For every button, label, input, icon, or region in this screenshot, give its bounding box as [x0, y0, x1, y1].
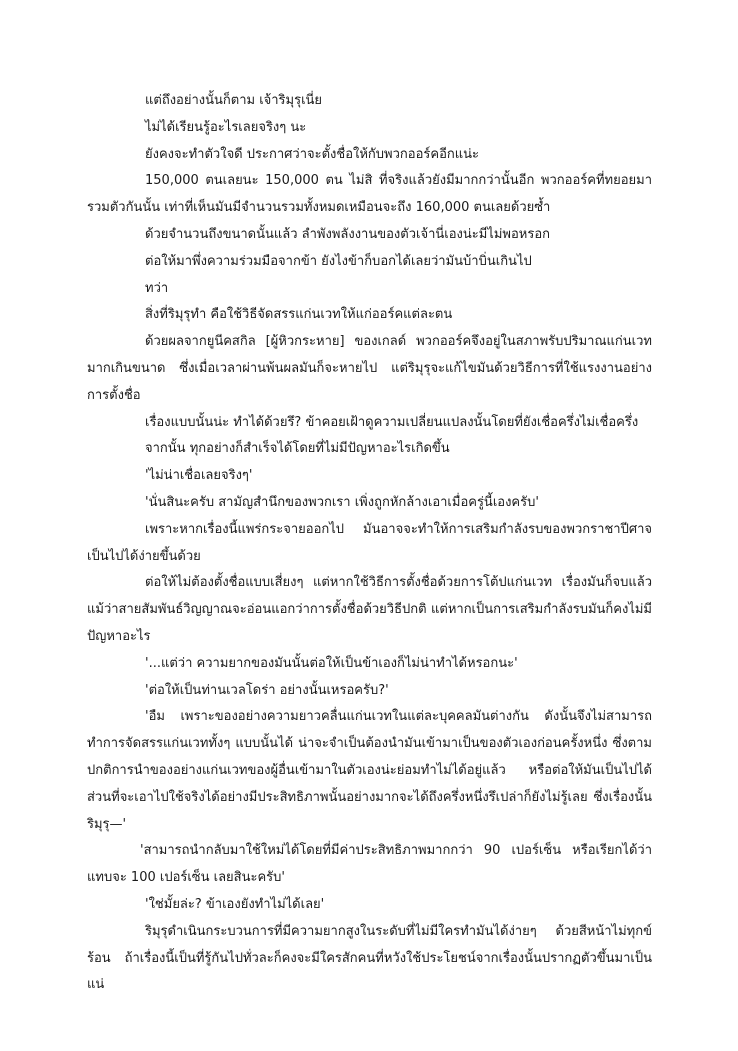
paragraph-2: ไม่ได้เรียนรู้อะไรเลยจริงๆ นะ [145, 119, 307, 135]
paragraph-11: จากนั้น ทุกอย่างก็สำเร็จได้โดยที่ไม่มีปัญหาอะไรเกิดขึ้น [145, 441, 450, 457]
paragraph-18: 'อืม เพราะของอย่างความยาวคลื่นแก่นเวทในแต่ละบุคคลมันต่างกัน ดังนั้นจึงไม่สามารถทำการจัดสรรแก่นเวททั้งๆ แบบนั้นได้ น่าจะจำเป็นต้องนำมันเข้ามาเป็นของตัวเองก่อนครั้งหนึ่ง ซึ่งตามปกติการนำของอย่างแก่นเวทของผู้อื่นเข้ามาในตัวเองน่ะย่อมทำไม่ได้อยู่แล้ว หรือต่อให้มันเป็นไปได้ ส่วนที่จะเอาไปใช้จริงได้อย่างมีประสิทธิภาพนั้นอย่างมากจะได้ถึงครึ่งหนึ่งรึเปล่าก็ยังไม่รู้เลย ซึ่งเรื่องนั้นริมุรุ—' [87, 709, 652, 832]
paragraph-10: เรื่องแบบนั้นน่ะ ทำได้ด้วยรึ? ข้าคอยเฝ้าดูความเปลี่ยนแปลงนั้นโดยที่ยังเชื่อครึ่งไม่เชื่อครึ่ง [145, 414, 639, 430]
paragraph-19: 'สามารถนำกลับมาใช้ใหม่ได้โดยที่มีค่าประสิทธิภาพมากกว่า 90 เปอร์เซ็น หรือเรียกได้ว่าแทบจะ 100 เปอร์เซ็น เลยสินะครับ' [87, 843, 652, 886]
paragraph-9: ด้วยผลจากยูนีคสกิล [ผู้หิวกระหาย] ของเกลด์ พวกออร์คจึงอยู่ในสภาพรับปริมาณแก่นเวทมากเกินขนาด ซึ่งเมื่อเวลาผ่านพ้นผลมันก็จะหายไป แต่ริมุรุจะแก้ไขมันด้วยวิธีการที่ใช้แรงงานอย่างการตั้งชื่อ [87, 334, 652, 403]
paragraph-16: '...แต่ว่า ความยากของมันนั้นต่อให้เป็นข้าเองก็ไม่น่าทำได้หรอกนะ' [145, 655, 518, 671]
paragraph-12: 'ไม่น่าเชื่อเลยจริงๆ' [145, 468, 253, 484]
paragraph-21: ริมุรุดำเนินกระบวนการที่มีความยากสูงในระดับที่ไม่มีใครทำมันได้ง่ายๆ ด้วยสีหน้าไม่ทุกข์ร้อน ถ้าเรื่องนี้เป็นที่รู้กันไปทั่วละก็คงจะมีใครสักคนที่หวังใช้ประโยชน์จากเรื่องนั้นปรากฏตัวขึ้นมาเป็นแน่ [87, 923, 652, 993]
paragraph-14: เพราะหากเรื่องนี้แพร่กระจายออกไป มันอาจจะทำให้การเสริมกำลังรบของพวกราชาปีศาจเป็นไปได้ง่ายขึ้นด้วย [87, 521, 652, 564]
paragraph-3: ยังคงจะทำตัวใจดี ประกาศว่าจะตั้งชื่อให้กับพวกออร์คอีกแน่ะ [145, 146, 480, 162]
body-text [87, 88, 652, 999]
paragraph-13: 'นั่นสินะครับ สามัญสำนึกของพวกเรา เพิ่งถูกหักล้างเอาเมื่อครู่นี้เองครับ' [145, 494, 539, 510]
paragraph-20: 'ใช่มั้ยล่ะ? ข้าเองยังทำไม่ได้เลย' [145, 896, 325, 912]
paragraph-7: ทว่า [145, 280, 169, 296]
paragraph-1: แต่ถึงอย่างนั้นก็ตาม เจ้าริมุรุเนี่ย [145, 93, 323, 108]
paragraph-8: สิ่งที่ริมุรุทำ คือใช้วิธีจัดสรรแก่นเวทให้แก่ออร์คแต่ละตน [145, 307, 453, 323]
paragraph-15: ต่อให้ไม่ต้องตั้งชื่อแบบเสี่ยงๆ แต่หากใช้วิธีการตั้งชื่อด้วยการโต้ปแก่นเวท เรื่องมันก็จบแล้ว แม้ว่าสายสัมพันธ์วิญญาณจะอ่อนแอกว่าการตั้งชื่อด้วยวิธีปกติ แต่หากเป็นการเสริมกำลังรบมันก็คงไม่มีปัญหาอะไร [87, 575, 652, 644]
paragraph-5: ด้วยจำนวนถึงขนาดนั้นแล้ว ลำพังพลังงานของตัวเจ้านี่เองน่ะมีไม่พอหรอก [145, 226, 551, 242]
paragraph-6: ต่อให้มาพึ่งความร่วมมือจากข้า ยังไงข้าก็บอกได้เลยว่ามันบ้าบิ่นเกินไป [145, 253, 532, 269]
paragraph-4: 150,000 ตนเลยนะ 150,000 ตน ไม่สิ ที่จริงแล้วยังมีมากกว่านั้นอีก พวกออร์คที่ทยอยมารวมตัวกันนั้น เท่าที่เห็นมันมีจำนวนรวมทั้งหมดเหมือนจะถึง 160,000 ตนเลยด้วยซ้ำ [87, 173, 652, 216]
paragraph-17: 'ต่อให้เป็นท่านเวลโดร่า อย่างนั้นเหรอครับ?' [145, 682, 389, 698]
